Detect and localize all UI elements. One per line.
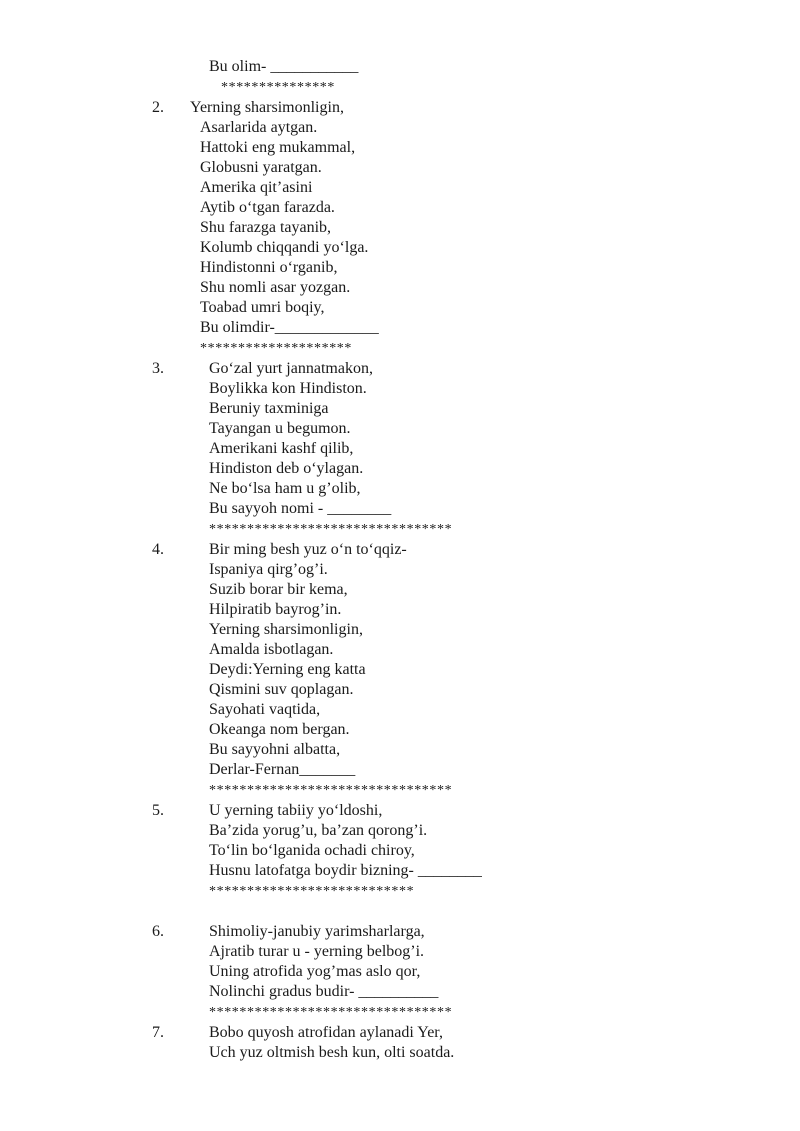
poem4-line-12: Derlar-Fernan_______: [209, 761, 356, 778]
poem4-line-5: Yerning sharsimonligin,: [209, 621, 363, 638]
poem2-line-12: Bu olimdir-_____________: [200, 319, 379, 336]
poem2-line-10: Shu nomli asar yozgan.: [200, 279, 351, 296]
poem5-separator: ***************************: [209, 884, 415, 899]
poem7-number: 7.: [152, 1024, 164, 1041]
poem3-separator: ********************************: [209, 522, 453, 537]
poem3-line-8: Bu sayyoh nomi - ________: [209, 500, 392, 517]
poem6-line-4: Nolinchi gradus budir- __________: [209, 983, 439, 1000]
poem6-number: 6.: [152, 923, 164, 940]
poem2-line-3: Hattoki eng mukammal,: [200, 139, 356, 156]
poem5-line-4: Husnu latofatga boydir bizning- ________: [209, 862, 482, 879]
poem2-line-2: Asarlarida aytgan.: [200, 119, 318, 136]
poem4-line-6: Amalda isbotlagan.: [209, 641, 334, 658]
poem2-line-7: Shu farazga tayanib,: [200, 219, 332, 236]
poem7-line-2: Uch yuz oltmish besh kun, olti soatda.: [209, 1044, 455, 1061]
poem1-separator: ***************: [221, 80, 335, 95]
poem6-line-2: Ajratib turar u - yerning belbog’i.: [209, 943, 425, 960]
poem4-line-9: Sayohati vaqtida,: [209, 701, 321, 718]
poem7-line-1: Bobo quyosh atrofidan aylanadi Yer,: [209, 1024, 443, 1041]
poem2-line-6: Aytib o‘tgan farazda.: [200, 199, 335, 216]
poem3-line-1: Go‘zal yurt jannatmakon,: [209, 360, 373, 377]
poem2-line-8: Kolumb chiqqandi yo‘lga.: [200, 239, 369, 256]
poem4-separator: ********************************: [209, 783, 453, 798]
poem3-number: 3.: [152, 360, 164, 377]
poem4-line-4: Hilpiratib bayrog’in.: [209, 601, 342, 618]
poem3-line-2: Boylikka kon Hindiston.: [209, 380, 367, 397]
poem1-line-1: Bu olim- ___________: [209, 58, 359, 75]
poem4-line-10: Okeanga nom bergan.: [209, 721, 350, 738]
poem6-line-1: Shimoliy-janubiy yarimsharlarga,: [209, 923, 425, 940]
poem3-line-7: Ne bo‘lsa ham u g’olib,: [209, 480, 361, 497]
poem6-separator: ********************************: [209, 1005, 453, 1020]
poem2-line-1: Yerning sharsimonligin,: [190, 99, 344, 116]
poem2-line-5: Amerika qit’asini: [200, 179, 313, 196]
poem4-line-1: Bir ming besh yuz o‘n to‘qqiz-: [209, 541, 407, 558]
poem6-line-3: Uning atrofida yog’mas aslo qor,: [209, 963, 421, 980]
poem2-line-9: Hindistonni o‘rganib,: [200, 259, 338, 276]
poem5-line-1: U yerning tabiiy yo‘ldoshi,: [209, 802, 383, 819]
poem3-line-4: Tayangan u begumon.: [209, 420, 351, 437]
poem2-number: 2.: [152, 99, 164, 116]
poem5-line-3: To‘lin bo‘lganida ochadi chiroy,: [209, 842, 415, 859]
poem4-line-7: Deydi:Yerning eng katta: [209, 661, 366, 678]
poem2-line-4: Globusni yaratgan.: [200, 159, 322, 176]
poem3-line-5: Amerikani kashf qilib,: [209, 440, 354, 457]
poem4-line-11: Bu sayyohni albatta,: [209, 741, 341, 758]
poem5-line-2: Ba’zida yorug’u, ba’zan qorong’i.: [209, 822, 428, 839]
poem4-line-8: Qismini suv qoplagan.: [209, 681, 354, 698]
poem2-separator: ********************: [200, 341, 352, 356]
poem4-line-3: Suzib borar bir kema,: [209, 581, 348, 598]
poem4-number: 4.: [152, 541, 164, 558]
poem4-line-2: Ispaniya qirg’og’i.: [209, 561, 328, 578]
poem5-number: 5.: [152, 802, 164, 819]
poem3-line-6: Hindiston deb o‘ylagan.: [209, 460, 364, 477]
poem2-line-11: Toabad umri boqiy,: [200, 299, 325, 316]
poem3-line-3: Beruniy taxminiga: [209, 400, 329, 417]
